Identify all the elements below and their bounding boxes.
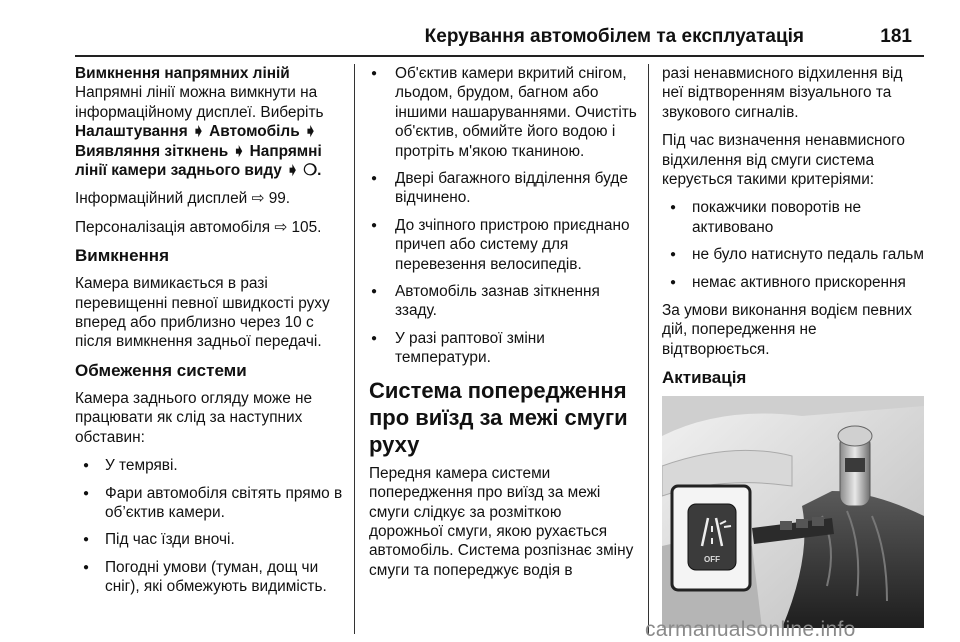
list-item: ● покажчики поворотів не активовано xyxy=(662,198,924,237)
lane-departure-continued: разі ненавмисного відхилення від неї відтворенням візуального та звукового сигналів. xyxy=(662,65,903,121)
column-3 xyxy=(662,64,924,628)
list-item: ● Фари автомобіля світять прямо в об’єктив камери. xyxy=(75,484,345,523)
list-item: ● У разі раптової зміни температури. xyxy=(369,329,637,368)
column-divider-2 xyxy=(648,64,649,634)
ref-personalization: Персоналізація автомобіля ⇨ 105. xyxy=(75,218,322,236)
heading-system-limits: Обмеження системи xyxy=(75,360,247,380)
driver-action-paragraph: За умови виконання водієм певних дій, попередження не відтворюється. xyxy=(662,302,912,358)
column-2 xyxy=(369,64,637,589)
list-item: ● Під час їзди вночі. xyxy=(75,530,345,549)
menu-path: Налаштування ➧ Автомобіль ➧ Виявляння зіткнень ➧ Напрямні лінії камери заднього виду ➧ ❍. xyxy=(75,123,322,180)
list-item: ● Автомобіль зазнав зіткнення ззаду. xyxy=(369,282,637,321)
limits-list xyxy=(75,456,345,596)
list-item: ● У темряві. xyxy=(75,456,345,475)
heading-guidelines-off: Вимкнення напрямних ліній xyxy=(75,65,290,82)
heading-deactivation: Вимкнення xyxy=(75,246,169,266)
limits-list-continued xyxy=(369,64,637,368)
list-item: ● До зчіпного пристрою приєднано причеп або систему для перевезення велосипедів. xyxy=(369,216,637,274)
list-item: ● Двері багажного відділення буде відчинено. xyxy=(369,169,637,208)
header-rule xyxy=(75,55,924,57)
watermark: carmanualsonline.info xyxy=(645,618,856,641)
list-item: ● не було натиснуто педаль гальм xyxy=(662,245,924,264)
page-header xyxy=(75,0,924,52)
limits-paragraph: Камера заднього огляду може не працювати як слід за наступних обставин: xyxy=(75,389,313,446)
heading-activation: Активація xyxy=(662,368,747,388)
list-item: ● немає активного прискорення xyxy=(662,273,924,292)
guidelines-paragraph xyxy=(75,83,345,180)
deactivation-paragraph: Камера вимикається в разі перевищенні певної швидкості руху вперед або приблизно через 10 с після вимкнення задньої передачі. xyxy=(75,275,330,351)
list-item: ● Об'єктив камери вкритий снігом, льодом, брудом, багном або іншими нашаруваннями. Очистіть об'єктив, обмийте його водою і протріть м'якою тканиною. xyxy=(369,64,637,161)
column-1 xyxy=(75,64,345,606)
ref-info-display: Інформаційний дисплей ⇨ 99. xyxy=(75,190,291,208)
lane-departure-paragraph: Передня камера системи попередження про виїзд за межі смуги слідкує за розміткою дорожньої смуги, якою рухається автомобіль. Система розпізнає зміну смуги та попереджує водія в xyxy=(369,464,634,579)
off-button-label: OFF xyxy=(704,555,720,565)
section-title-lane-departure: Система попередження про виїзд за межі смуги руху xyxy=(369,377,628,457)
column-divider-1 xyxy=(354,64,355,634)
guidelines-text: Напрямні лінії можна вимкнути на інформаційному дисплеї. Виберіть xyxy=(75,84,324,121)
criteria-paragraph: Під час визначення ненавмисного відхилення від смуги система керується такими критеріями: xyxy=(662,132,905,189)
list-item: ● Погодні умови (туман, дощ чи сніг), які обмежують видимість. xyxy=(75,558,345,597)
console-illustration xyxy=(662,396,924,628)
criteria-list xyxy=(662,198,924,292)
page-number: 181 xyxy=(880,26,912,47)
header-title: Керування автомобілем та експлуатація xyxy=(424,26,804,47)
center-console-photo xyxy=(662,396,924,628)
